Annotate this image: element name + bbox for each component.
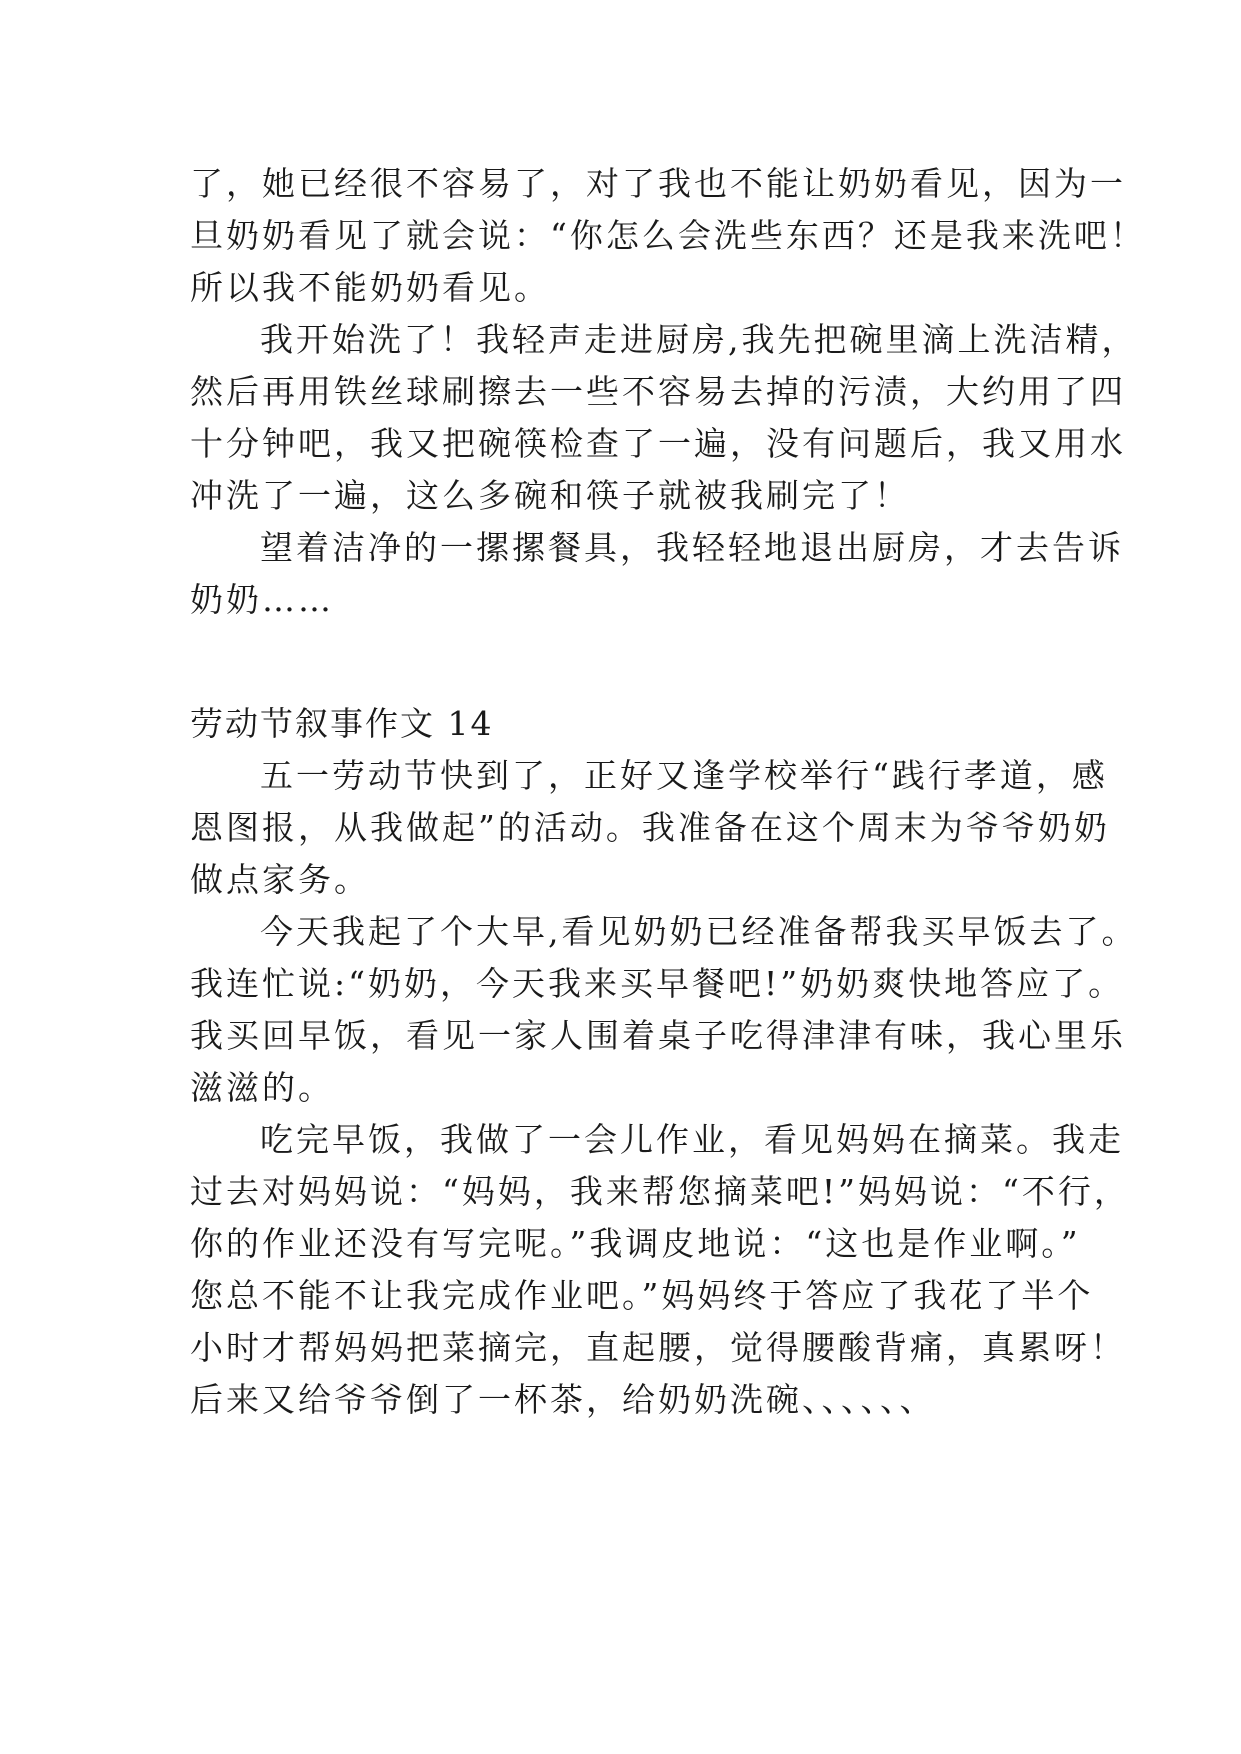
paragraph bbox=[190, 314, 1138, 522]
text-line: 旦奶奶看见了就会说：“你怎么会洗些东西？还是我来洗吧！ bbox=[190, 216, 1146, 255]
text-line: 我买回早饭，看见一家人围着桌子吃得津津有味，我心里乐 bbox=[190, 1016, 1126, 1055]
text-line: 做点家务。 bbox=[190, 860, 370, 899]
text-line: 然后再用铁丝球刷擦去一些不容易去掉的污渍，大约用了四 bbox=[190, 372, 1126, 411]
text-line: 您总不能不让我完成作业吧。”妈妈终于答应了我花了半个 bbox=[190, 1276, 1094, 1315]
paragraph bbox=[190, 522, 1124, 626]
section-title: 劳动节叙事作文 14 bbox=[190, 704, 494, 743]
text-line: 我连忙说:“奶奶，今天我来买早餐吧!”奶奶爽快地答应了。 bbox=[190, 964, 1125, 1003]
paragraph bbox=[190, 1114, 1130, 1426]
text-line: 吃完早饭，我做了一会儿作业，看见妈妈在摘菜。我走 bbox=[260, 1120, 1124, 1159]
text-line: 望着洁净的一摞摞餐具，我轻轻地退出厨房，才去告诉 bbox=[260, 528, 1124, 567]
text-line: 五一劳动节快到了，正好又逢学校举行“践行孝道，感 bbox=[260, 756, 1108, 795]
text-line: 我开始洗了！我轻声走进厨房,我先把碗里滴上洗洁精， bbox=[260, 320, 1138, 359]
paragraph bbox=[190, 750, 1110, 906]
section-spacer bbox=[190, 626, 1050, 698]
text-line: 所以我不能奶奶看见。 bbox=[190, 268, 550, 307]
text-line: 过去对妈妈说：“妈妈，我来帮您摘菜吧!”妈妈说：“不行， bbox=[190, 1172, 1130, 1211]
paragraph bbox=[190, 158, 1146, 314]
text-line: 恩图报，从我做起”的活动。我准备在这个周末为爷爷奶奶 bbox=[190, 808, 1110, 847]
text-line: 十分钟吧，我又把碗筷检查了一遍，没有问题后，我又用水 bbox=[190, 424, 1126, 463]
text-line: 后来又给爷爷倒了一杯茶，给奶奶洗碗、、、、、、 bbox=[190, 1380, 936, 1419]
text-line: 奶奶…… bbox=[190, 580, 334, 619]
paragraph bbox=[190, 906, 1138, 1114]
text-line: 今天我起了个大早,看见奶奶已经准备帮我买早饭去了。 bbox=[260, 912, 1138, 951]
text-line: 了，她已经很不容易了，对了我也不能让奶奶看见，因为一 bbox=[190, 164, 1126, 203]
document-page bbox=[190, 158, 1146, 1426]
text-line: 小时才帮妈妈把菜摘完，直起腰，觉得腰酸背痛，真累呀！ bbox=[190, 1328, 1126, 1367]
text-line: 滋滋的。 bbox=[190, 1068, 334, 1107]
text-line: 你的作业还没有写完呢。”我调皮地说：“这也是作业啊。” bbox=[190, 1224, 1081, 1263]
text-line: 冲洗了一遍，这么多碗和筷子就被我刷完了！ bbox=[190, 476, 910, 515]
